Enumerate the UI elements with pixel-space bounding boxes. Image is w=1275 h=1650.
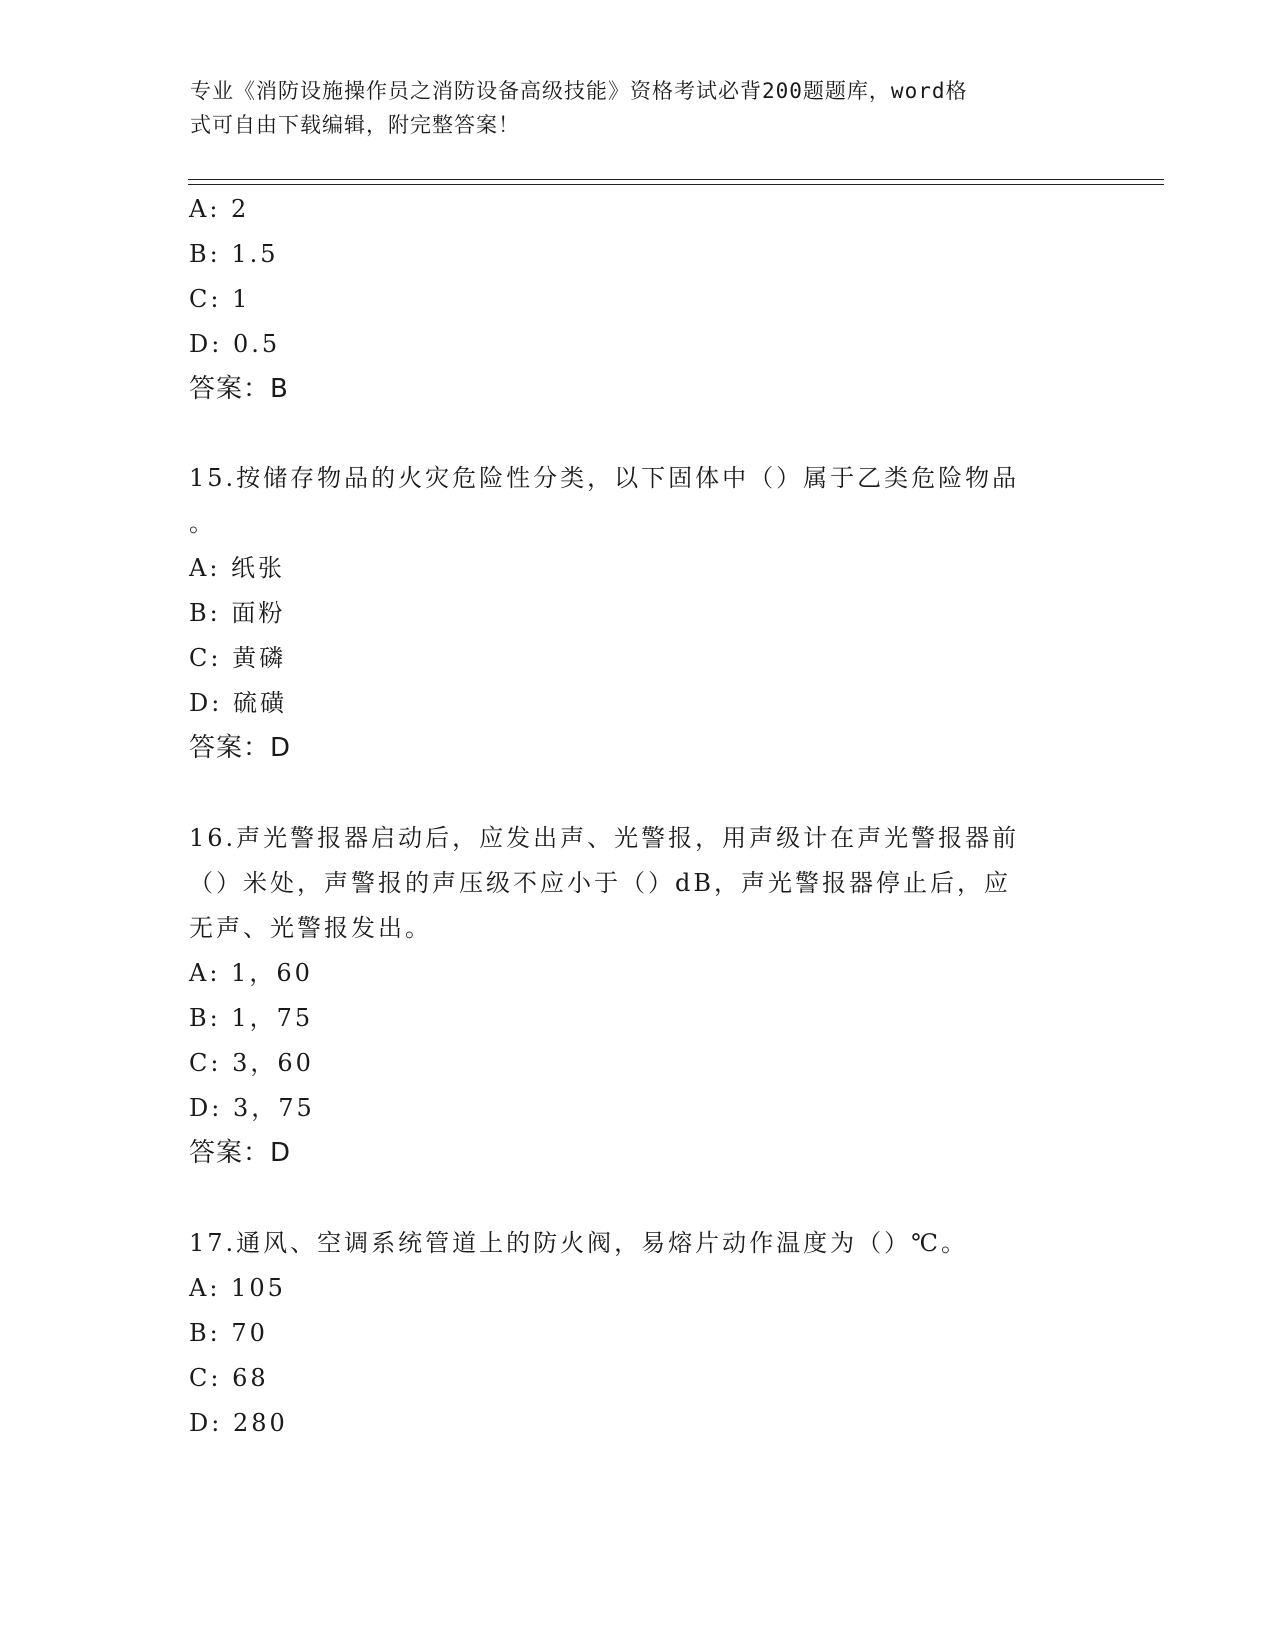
- document-header: [190, 74, 1080, 142]
- q16-stem-line-2: （）米处，声警报的声压级不应小于（）dB，声光警报器停止后，应: [189, 869, 1011, 897]
- q17-stem-line-1: 17.通风、空调系统管道上的防火阀，易熔片动作温度为（）℃。: [189, 1229, 969, 1257]
- header-rule-top: [188, 179, 1164, 180]
- q16-option-b: B: 1，75: [189, 1004, 314, 1032]
- q14-option-a: A: 2: [189, 195, 250, 223]
- q16-option-c: C: 3，60: [189, 1049, 314, 1077]
- q16-option-a: A: 1，60: [189, 959, 313, 987]
- q17-option-d: D: 280: [189, 1409, 288, 1437]
- q14-option-c: C: 1: [189, 285, 251, 313]
- q14-answer: 答案：B: [189, 374, 289, 404]
- q16-stem-line-1: 16.声光警报器启动后，应发出声、光警报，用声级计在声光警报器前: [189, 824, 1020, 852]
- q16-option-d: D: 3，75: [189, 1094, 315, 1122]
- header-line-1: 专业《消防设施操作员之消防设备高级技能》资格考试必背200题题库，word格: [190, 79, 968, 103]
- q16-stem-line-3: 无声、光警报发出。: [189, 914, 432, 942]
- q15-option-a: A: 纸张: [189, 554, 286, 582]
- q15-stem-line-2: 。: [189, 509, 216, 537]
- q15-stem-line-1: 15.按储存物品的火灾危险性分类，以下固体中（）属于乙类危险物品: [189, 464, 1020, 492]
- q15-answer: 答案：D: [189, 733, 292, 763]
- q17-option-b: B: 70: [189, 1319, 268, 1347]
- q16-answer: 答案：D: [189, 1138, 292, 1168]
- q15-option-d: D: 硫磺: [189, 689, 287, 717]
- header-rule-bottom: [188, 184, 1164, 185]
- q17-option-a: A: 105: [189, 1274, 286, 1302]
- q14-option-b: B: 1.5: [189, 240, 279, 268]
- q15-option-b: B: 面粉: [189, 599, 286, 627]
- q17-option-c: C: 68: [189, 1364, 269, 1392]
- q15-option-c: C: 黄磷: [189, 644, 287, 672]
- q14-option-d: D: 0.5: [189, 330, 281, 358]
- header-line-2: 式可自由下载编辑，附完整答案！: [190, 113, 520, 137]
